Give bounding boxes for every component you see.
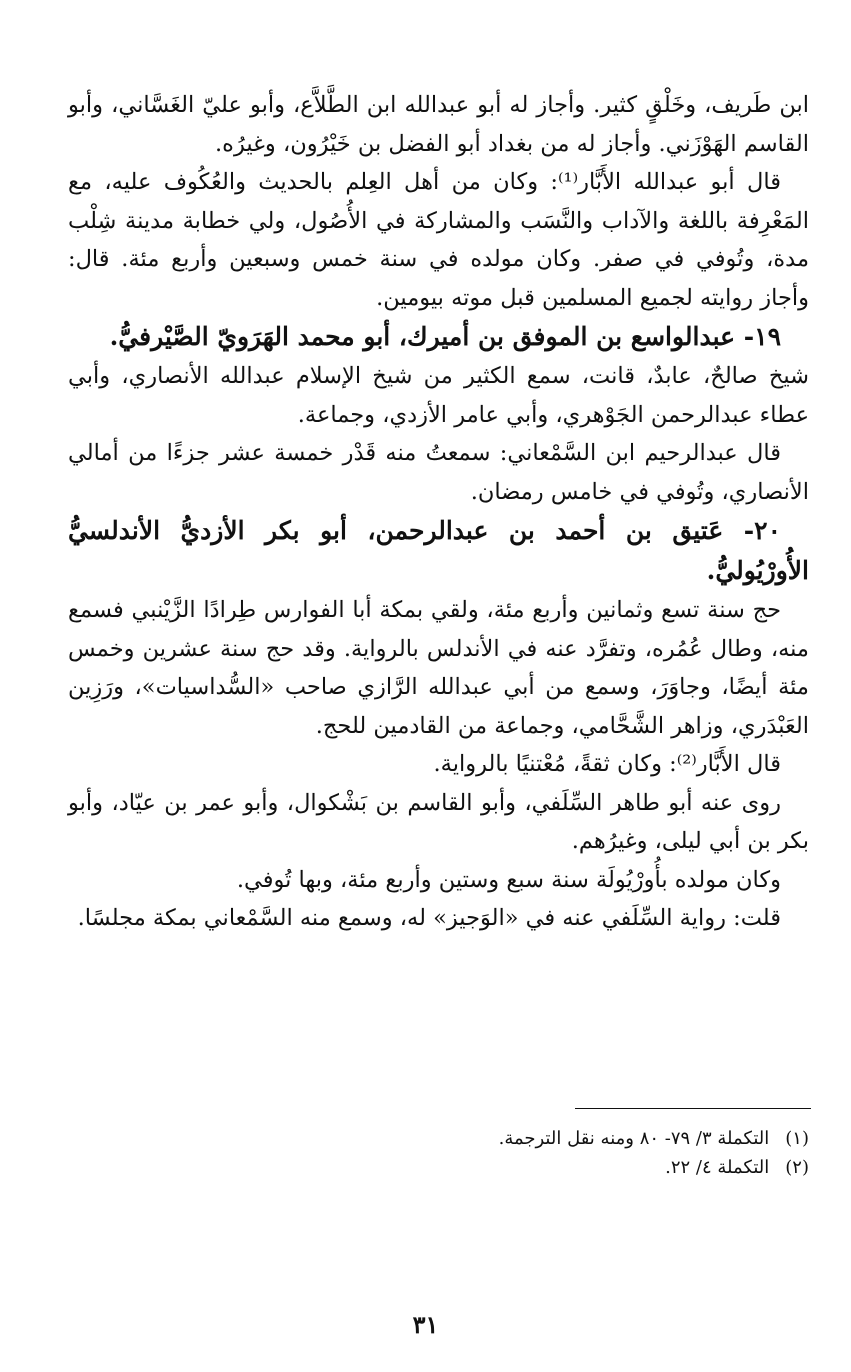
- footnote-text: التكملة ٤/ ٢٢.: [665, 1157, 770, 1178]
- entry-heading-20: ٢٠- عَتيق بن أحمد بن عبدالرحمن، أبو بكر الأزديُّ الأندلسيُّ الأُورْيُوليُّ.: [68, 516, 809, 585]
- footnote-number: (١): [785, 1128, 809, 1149]
- paragraph: قال الأَبَّار⁽²⁾: وكان ثقةً، مُعْتنيًا بالرواية.: [433, 751, 781, 777]
- footnote: [68, 1153, 809, 1182]
- footnote-text: التكملة ٣/ ٧٩- ٨٠ ومنه نقل الترجمة.: [498, 1128, 770, 1149]
- paragraph: شيخ صالحٌ، عابدٌ، قانت، سمع الكثير من شيخ الإسلام عبدالله الأنصاري، وأبي عطاء عبدالرحمن الجَوْهري، وأبي عامر الأزدي، وجماعة.: [68, 363, 809, 428]
- paragraph: قلت: رواية السِّلَفي عنه في «الوَجيز» له، وسمع منه السَّمْعاني بمكة مجلسًا.: [77, 905, 781, 931]
- paragraph: وكان مولده بأُورْيُولَة سنة سبع وستين وأربع مئة، وبها تُوفي.: [236, 866, 781, 893]
- paragraph: ابن طَريف، وخَلْقٍ كثير. وأجاز له أبو عبدالله ابن الطَّلاَّع، وأبو عليّ الغَسَّاني، وأبو القاسم الهَوْزَني. وأجاز له من بغداد أبو الفضل بن خَيْرُون، وغيرُه.: [68, 92, 809, 157]
- paragraph: قال أبو عبدالله الأَبَّار⁽¹⁾: وكان من أهل العِلم بالحديث والعُكُوف عليه، مع المَعْرِفة باللغة والآداب والنَّسَب والمشاركة في الأُصُول، ولي خطابة مدينة شِلْب مدة، وتُوفي في صفر. وكان مولده في سنة خمس وسبعين وأربع مئة. قال: وأجاز روايته لجميع المسلمين قبل موته بيومين.: [68, 169, 809, 311]
- paragraph: حج سنة تسع وثمانين وأربع مئة، ولقي بمكة أبا الفوارس طِرادًا الزَّيْنبي فسمع منه، وطال عُمُره، وتفرَّد عنه في الأندلس بالرواية. وقد حج سنة عشرين وخمس مئة أيضًا، وجاوَرَ، وسمع من أبي عبدالله الرَّازي صاحب «السُّداسيات»، ورَزِين العَبْدَري، وزاهر الشَّحَّامي، وجماعة من القادمين للحج.: [68, 597, 809, 739]
- paragraph: قال عبدالرحيم ابن السَّمْعاني: سمعتُ منه قَدْر خمسة عشر جزءًا من أمالي الأنصاري، وتُوفي في خامس رمضان.: [68, 440, 809, 505]
- main-text: [68, 86, 809, 938]
- entry-heading-19: ١٩- عبدالواسع بن الموفق بن أميرك، أبو محمد الهَرَويّ الصَّيْرفيُّ.: [109, 322, 781, 351]
- footnote-number: (٢): [785, 1157, 809, 1178]
- footnote-divider: [575, 1108, 811, 1109]
- footnotes: [68, 1124, 809, 1182]
- footnote: [68, 1124, 809, 1153]
- page-number: ٣١: [412, 1310, 439, 1339]
- paragraph: روى عنه أبو طاهر السِّلَفي، وأبو القاسم بن بَشْكوال، وأبو عمر بن عيّاد، وأبو بكر بن أبي ليلى، وغيرُهم.: [68, 789, 809, 854]
